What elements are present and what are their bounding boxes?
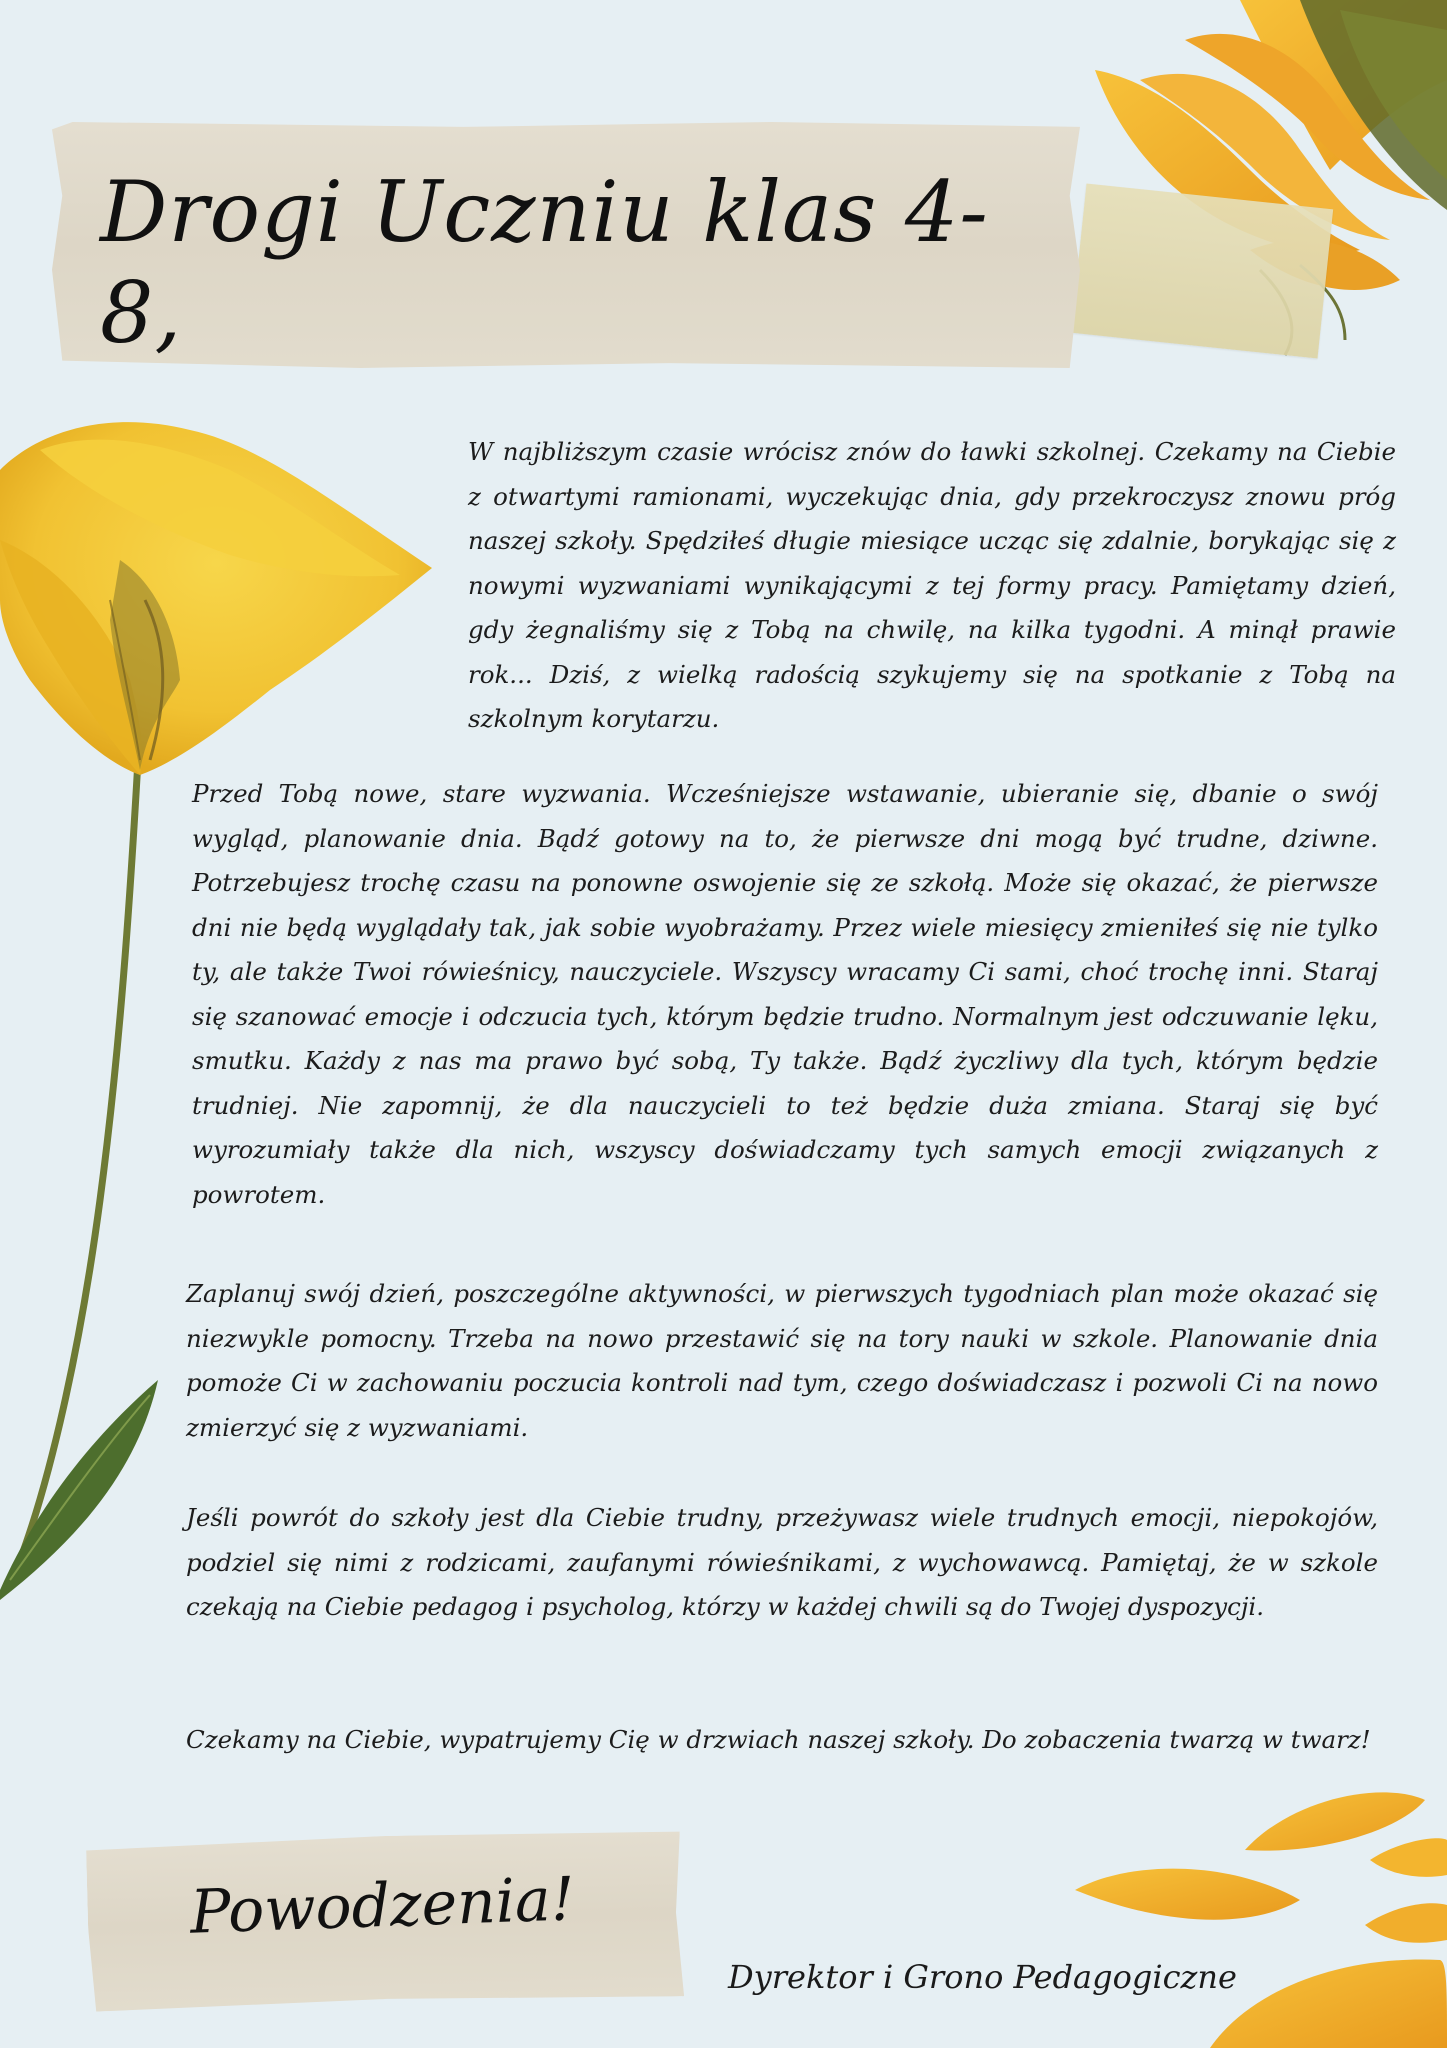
paragraph-3: Zaplanuj swój dzień, poszczególne aktywności, w pierwszych tygodniach plan może okazać się niezwykle pomocny. Trzeba na nowo przestawić się na tory nauki w szkole. Planowanie dnia pomoże Ci w zachowaniu poczucia kontroli nad tym, czego doświadczasz i pozwoli Ci na nowo zmierzyć się z wyzwaniami. xyxy=(186,1279,1378,1442)
closing-text: Powodzenia! xyxy=(188,1864,576,1948)
paragraph-5: Czekamy na Ciebie, wypatrujemy Cię w drzwiach naszej szkoły. Do zobaczenia twarzą w twarz! xyxy=(186,1725,1371,1754)
small-tape-strip xyxy=(1071,183,1333,358)
paragraph-2: Przed Tobą nowe, stare wyzwania. Wcześniejsze wstawanie, ubieranie się, dbanie o swój wygląd, planowanie dnia. Bądź gotowy na to, że pierwsze dni mogą być trudne, dziwne. Potrzebujesz trochę czasu na ponowne oswojenie się ze szkołą. Może się okazać, że pierwsze dni nie będą wyglądały tak, jak sobie wyobrażamy. Przez wiele miesięcy zmieniłeś się nie tylko ty, ale także Twoi rówieśnicy, nauczyciele. Wszyscy wracamy Ci sami, choć trochę inni. Staraj się szanować emocje i odczucia tych, którym będzie trudno. Normalnym jest odczuwanie lęku, smutku. Każdy z nas ma prawo być sobą, Ty także. Bądź życzliwy dla tych, którym będzie trudniej. Nie zapomnij, że dla nauczycieli to też będzie duża zmiana. Staraj się być wyrozumiały także dla nich, wszyscy doświadczamy tych samych emocji związanych z powrotem. xyxy=(192,779,1378,1209)
greeting-title: Drogi Uczniu klas 4-8, xyxy=(100,163,989,362)
paragraph-4: Jeśli powrót do szkoły jest dla Ciebie trudny, przeżywasz wiele trudnych emocji, niepokojów, podziel się nimi z rodzicami, zaufanymi rówieśnikami, z wychowawcą. Pamiętaj, że w szkole czekają na Ciebie pedagog i psycholog, którzy w każdej chwili są do Twojej dyspozycji. xyxy=(186,1503,1378,1621)
signature: Dyrektor i Grono Pedagogiczne xyxy=(728,1958,1237,1996)
paragraph-1: W najbliższym czasie wrócisz znów do ławki szkolnej. Czekamy na Ciebie z otwartymi ramionami, wyczekując dnia, gdy przekroczysz znowu próg naszej szkoły. Spędziłeś długie miesiące ucząc się zdalnie, borykając się z nowymi wyzwaniami wynikającymi z tej formy pracy. Pamiętamy dzień, gdy żegnaliśmy się z Tobą na chwilę, na kilka tygodni. A minął prawie rok... Dziś, z wielką radością szykujemy się na spotkanie z Tobą na szkolnym korytarzu. xyxy=(468,437,1396,733)
loose-petals-icon xyxy=(1075,1792,1447,2048)
